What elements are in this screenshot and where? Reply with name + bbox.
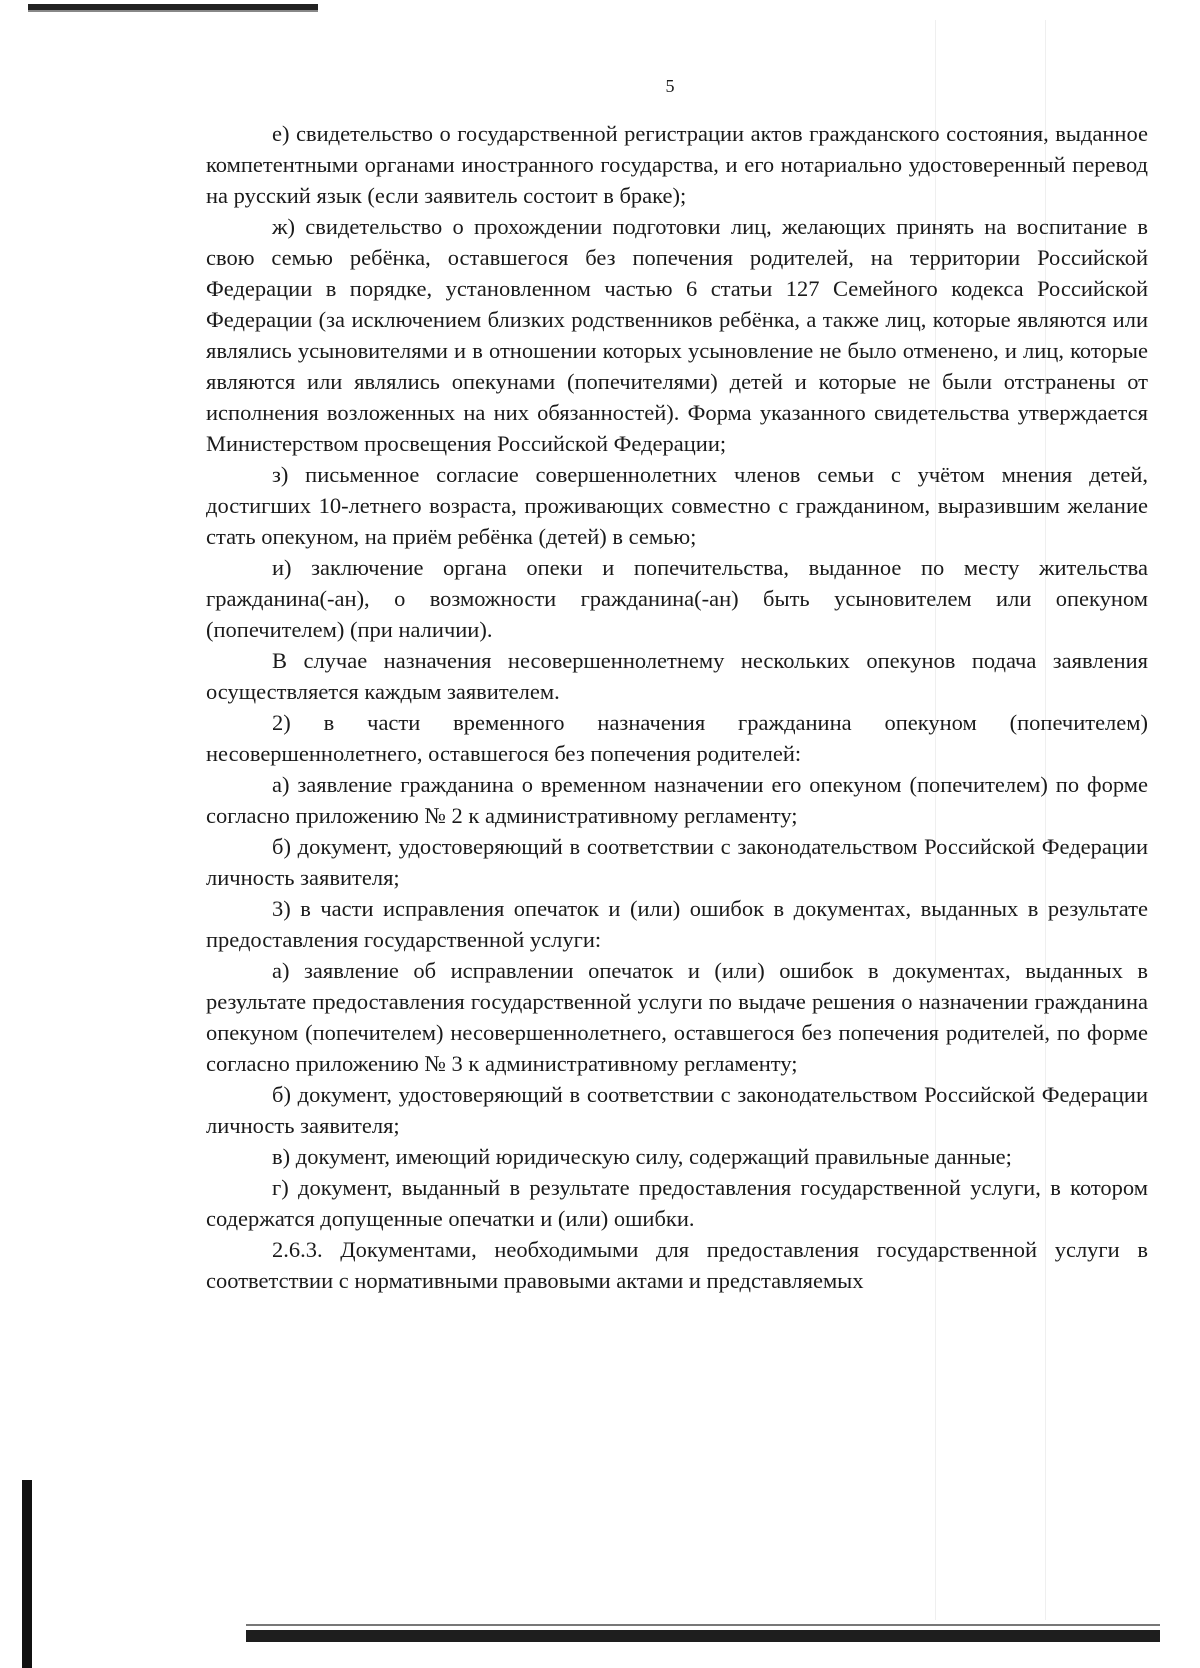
document-body (206, 118, 1148, 1296)
paragraph-2b: б) документ, удостоверяющий в соответствии с законодательством Российской Федерации личность заявителя; (206, 834, 1148, 890)
paragraph-3: 3) в части исправления опечаток и (или) ошибок в документах, выданных в результате предоставления государственной услуги: (206, 896, 1148, 952)
paragraph-3g: г) документ, выданный в результате предоставления государственной услуги, в котором содержатся допущенные опечатки и (или) ошибки. (206, 1175, 1148, 1231)
paragraph-2: 2) в части временного назначения гражданина опекуном (попечителем) несовершеннолетнего, оставшегося без попечения родителей: (206, 710, 1148, 766)
paragraph-3a: а) заявление об исправлении опечаток и (или) ошибок в документах, выданных в результате предоставления государственной услуги по выдаче решения о назначении гражданина опекуном (попечителем) несовершеннолетнего, оставшегося без попечения родителей, по форме согласно приложению № 3 к административному регламенту; (206, 958, 1148, 1076)
scan-artifact-bottom-bar (246, 1630, 1160, 1642)
paragraph-2-6-3: 2.6.3. Документами, необходимыми для предоставления государственной услуги в соответствии с нормативными правовыми актами и представляемых (206, 1237, 1148, 1293)
paragraph-e: е) свидетельство о государственной регистрации актов гражданского состояния, выданное компетентными органами иностранного государства, и его нотариально удостоверенный перевод на русский язык (если заявитель состоит в браке); (206, 121, 1148, 208)
paragraph-2a: а) заявление гражданина о временном назначении его опекуном (попечителем) по форме согласно приложению № 2 к административному регламенту; (206, 772, 1148, 828)
paragraph-3b: б) документ, удостоверяющий в соответствии с законодательством Российской Федерации личность заявителя; (206, 1082, 1148, 1138)
scan-artifact-top-line (28, 10, 318, 12)
scan-artifact-bottom-line (246, 1624, 1160, 1626)
paragraph-zh: ж) свидетельство о прохождении подготовки лиц, желающих принять на воспитание в свою семью ребёнка, оставшегося без попечения родителей, на территории Российской Федерации в порядке, установленном частью 6 статьи 127 Семейного кодекса Российской Федерации (за исключением близких родственников ребёнка, а также лиц, которые являются или являлись усыновителями и в отношении которых усыновление не было отменено, и лиц, которые являются или являлись опекунами (попечителями) детей и которые не были отстранены от исполнения возложенных на них обязанностей). Форма указанного свидетельства утверждается Министерством просвещения Российской Федерации; (206, 214, 1148, 456)
scan-artifact-left-edge (22, 1480, 32, 1668)
paragraph-i: и) заключение органа опеки и попечительства, выданное по месту жительства гражданина(-ан), о возможности гражданина(-ан) быть усыновителем или опекуном (попечителем) (при наличии). (206, 555, 1148, 642)
paragraph-multiple-guardians: В случае назначения несовершеннолетнему нескольких опекунов подача заявления осуществляется каждым заявителем. (206, 648, 1148, 704)
page-number: 5 (665, 76, 675, 96)
paragraph-z: з) письменное согласие совершеннолетних членов семьи с учётом мнения детей, достигших 10-летнего возраста, проживающих совместно с гражданином, выразившим желание стать опекуном, на приём ребёнка (детей) в семью; (206, 462, 1148, 549)
paragraph-3v: в) документ, имеющий юридическую силу, содержащий правильные данные; (272, 1144, 1012, 1169)
